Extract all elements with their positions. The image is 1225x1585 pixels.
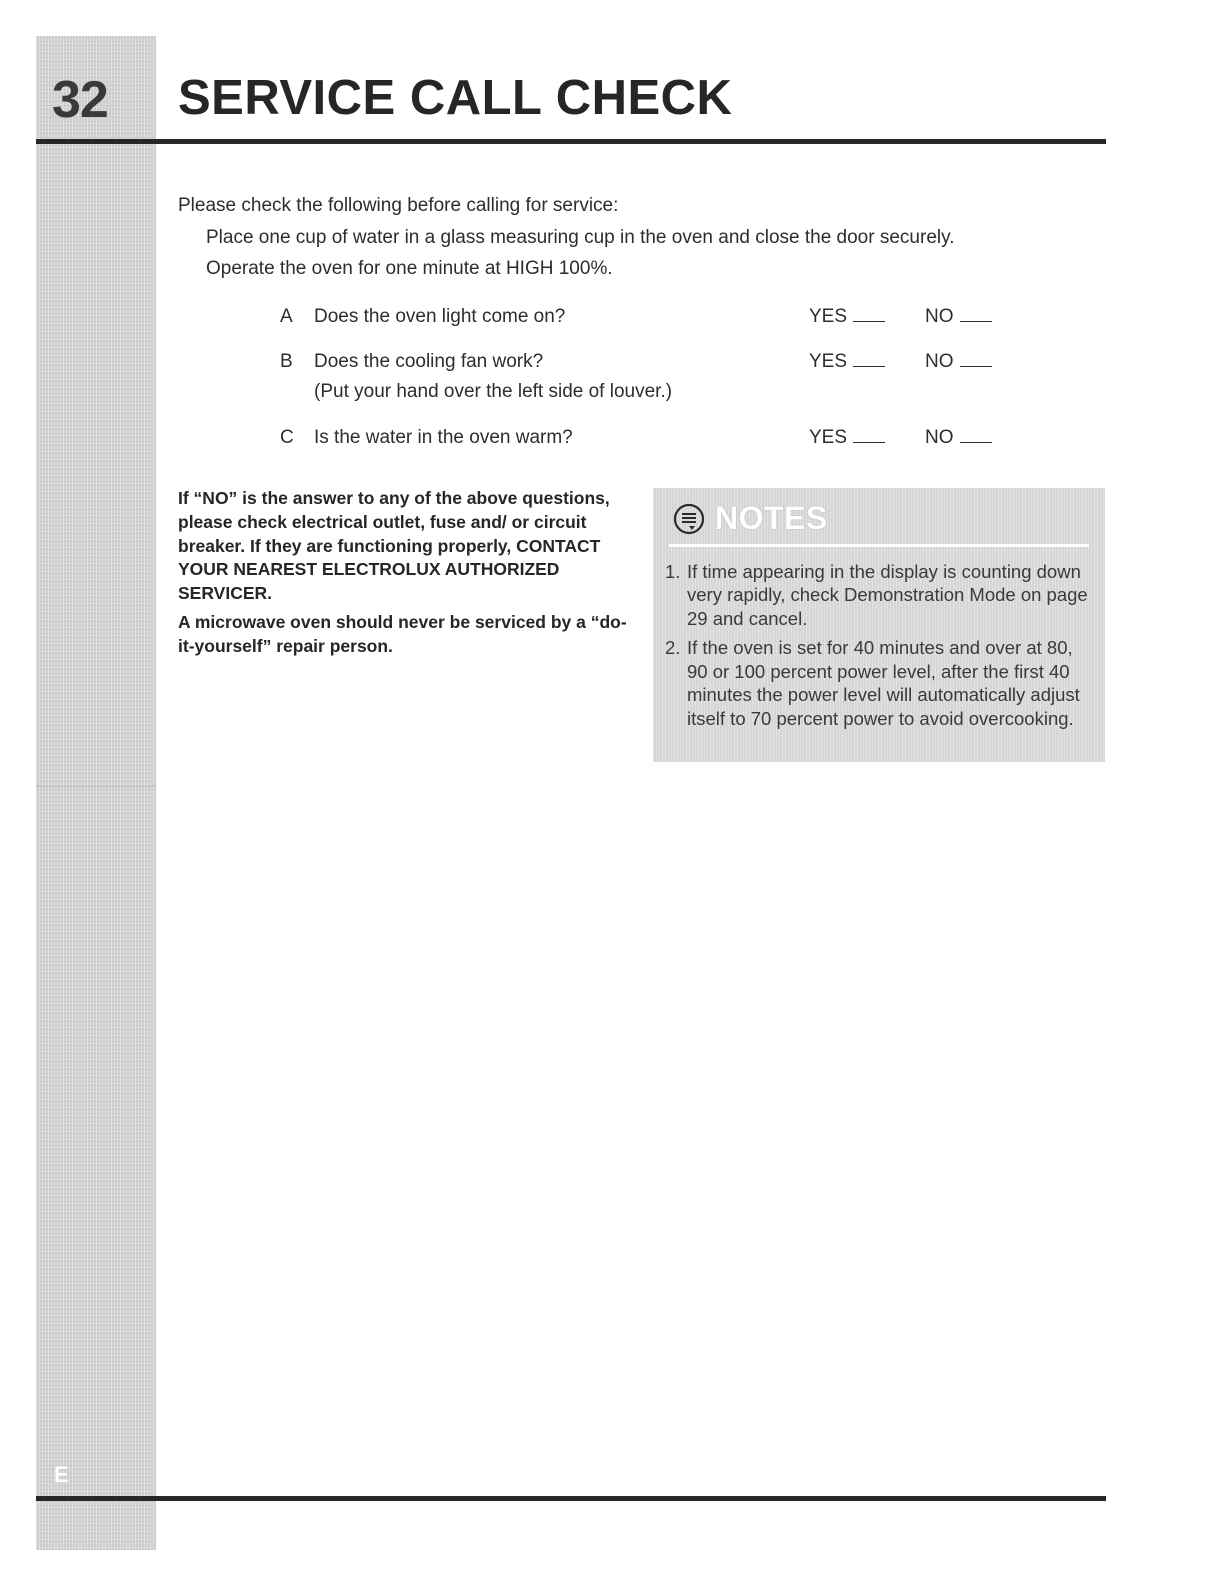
note-text: If the oven is set for 40 minutes and over at 80, 90 or 100 percent power level, after the first 40 minutes the power level will automatically adjust itself to 70 percent power to avoid overcooking.	[687, 637, 1080, 729]
no-field: NO	[925, 427, 992, 450]
note-text: If time appearing in the display is counting down very rapidly, check Demonstration Mode on page 29 and cancel.	[687, 561, 1088, 629]
notes-header	[673, 500, 828, 537]
warning-paragraph-1: If “NO” is the answer to any of the above questions, please check electrical outlet, fuse and/ or circuit breaker. If they are functioning properly, CONTACT YOUR NEAREST ELECTROLUX AUTHORIZED SERVICER.	[178, 488, 610, 604]
intro-text: Please check the following before calling for service:	[178, 195, 619, 216]
instruction-step-2: Operate the oven for one minute at HIGH 100%.	[206, 258, 613, 279]
check-note: (Put your hand over the left side of louver.)	[314, 381, 673, 402]
warning-paragraph-2: A microwave oven should never be serviced by a “do-it-yourself” repair person.	[178, 611, 627, 656]
notes-icon	[673, 503, 705, 535]
no-field: NO	[925, 351, 992, 374]
note-number: 2.	[665, 637, 681, 659]
note-item	[665, 560, 1095, 630]
notes-divider	[669, 544, 1089, 547]
header-rule	[36, 139, 1106, 144]
notes-title: NOTES	[715, 500, 828, 536]
check-question: Does the oven light come on?	[314, 306, 566, 327]
warning-text	[178, 487, 638, 664]
notes-box	[653, 488, 1105, 762]
yes-field: YES	[809, 306, 885, 329]
check-question: Does the cooling fan work?	[314, 351, 544, 372]
footer-rule	[36, 1496, 1106, 1501]
instruction-step-1: Place one cup of water in a glass measuring cup in the oven and close the door securely.	[206, 227, 955, 248]
note-number: 1.	[665, 561, 681, 582]
check-letter: B	[280, 351, 293, 372]
language-mark: E	[54, 1462, 69, 1487]
check-letter: A	[280, 306, 293, 327]
yes-field: YES	[809, 427, 885, 450]
check-question: Is the water in the oven warm?	[314, 427, 573, 448]
band-divider	[36, 786, 156, 787]
note-item	[665, 636, 1095, 730]
page-title: SERVICE CALL CHECK	[178, 71, 733, 125]
page-number: 32	[52, 71, 108, 129]
no-field: NO	[925, 306, 992, 329]
yes-field: YES	[809, 351, 885, 374]
check-letter: C	[280, 427, 294, 448]
notes-list	[665, 560, 1095, 736]
side-band	[36, 36, 156, 1550]
